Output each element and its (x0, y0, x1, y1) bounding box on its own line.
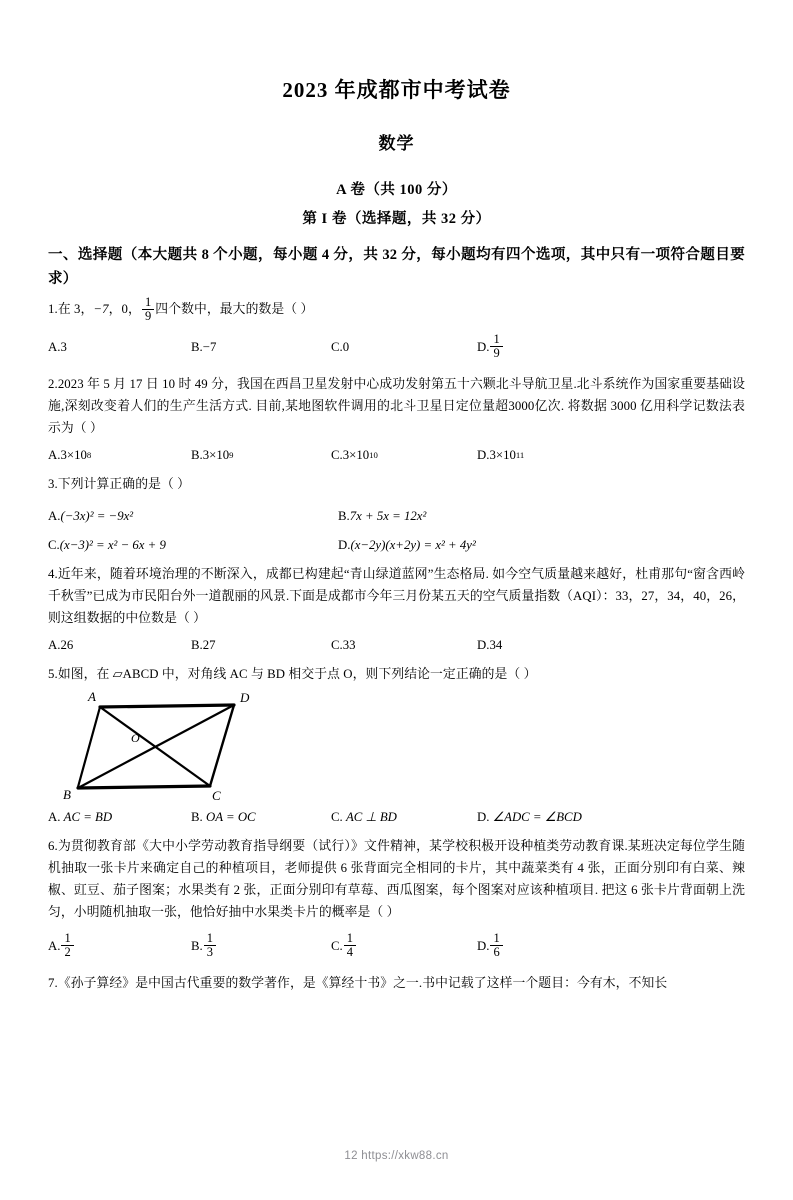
question-2 (48, 373, 745, 439)
option-mantissa: 3×10 (489, 447, 516, 462)
vertex-label-B: B (63, 786, 71, 801)
option-label: C. (331, 637, 343, 652)
question-1-stem-mid: −7 (93, 302, 109, 317)
footer-watermark: 12 https://xkw88.cn (344, 1150, 449, 1162)
option-3-d[interactable] (338, 538, 628, 553)
question-7-stem: 《孙子算经》是中国古代重要的数学著作，是《算经十书》之一.书中记载了这样一个题目：今有木，不知长 (57, 975, 668, 990)
question-2-number: 2. (48, 376, 58, 391)
option-6-b[interactable] (191, 933, 331, 960)
option-6-d[interactable] (477, 933, 504, 960)
option-2-c[interactable]: C. 3×10 10 (331, 447, 378, 462)
option-text: 26 (60, 637, 74, 652)
question-6 (48, 835, 745, 923)
question-3-number: 3. (48, 476, 58, 491)
option-label: D. (477, 637, 490, 652)
option-label: A. (48, 637, 61, 652)
option-5-c[interactable] (331, 810, 477, 825)
exam-page (0, 78, 793, 1200)
option-6-c[interactable] (331, 933, 477, 960)
question-1-number: 1. (48, 302, 58, 317)
option-label: A. (48, 939, 61, 954)
question-4-options (48, 638, 745, 653)
option-label: D. (477, 447, 490, 462)
fraction-denominator: 6 (490, 945, 502, 959)
option-label: D. (477, 939, 490, 954)
option-6-a[interactable] (48, 933, 191, 960)
option-label: D. (477, 809, 490, 824)
option-mantissa: 3×10 (342, 447, 370, 462)
question-5 (48, 663, 745, 685)
option-3-a[interactable] (48, 509, 338, 524)
fraction-numerator: 1 (144, 295, 152, 310)
question-6-options (48, 932, 745, 962)
option-label: A. (48, 447, 61, 462)
option-5-a[interactable] (48, 810, 191, 825)
fraction-denominator: 9 (142, 309, 154, 323)
question-1-fraction (142, 296, 154, 323)
option-label: D. (338, 537, 351, 552)
option-label: A. (48, 809, 61, 824)
parallelogram-diagram (62, 689, 312, 801)
question-2-options (48, 448, 745, 463)
vertex-label-D: D (240, 689, 250, 705)
question-7 (48, 972, 745, 994)
vertex-label-A: A (88, 688, 96, 704)
question-5-number: 5. (48, 666, 58, 681)
option-text: 0 (342, 340, 350, 355)
option-3-b[interactable] (338, 509, 628, 524)
option-5-d[interactable] (477, 810, 582, 825)
option-label: A. (48, 340, 61, 355)
option-expression: AC = BD (63, 809, 113, 824)
question-7-number: 7. (48, 975, 58, 990)
section-heading: 一、选择题（本大题共 8 个小题，每小题 4 分，共 32 分，每小题均有四个选项，其中只有一项符合题目要求） (48, 247, 745, 287)
option-expression: (x−2y)(x+2y) = x² + 4y² (350, 537, 476, 552)
option-label: C. (331, 447, 343, 462)
page-title: 2023 年成都市中考试卷 (282, 78, 511, 102)
option-2-b[interactable]: B. 3×10 9 (191, 447, 234, 462)
option-label: B. (191, 340, 203, 355)
vertex-label-C: C (212, 787, 221, 801)
question-1-options (48, 333, 745, 363)
question-3 (48, 473, 745, 495)
option-4-d[interactable] (477, 638, 502, 653)
option-text: −7 (202, 340, 217, 355)
option-5-b[interactable] (191, 810, 331, 825)
option-1-c[interactable] (331, 340, 477, 355)
option-text: 33 (342, 637, 356, 652)
question-2-stem: 2023 年 5 月 17 日 10 时 49 分，我国在西昌卫星发射中心成功发射第五十六颗北斗导航卫星.北斗系统作为国家重要基础设施,深刻改变着人们的生产生活方式. 目前,某地图软件调用的北斗卫星日定位量超3000亿次. 将数据 3000 亿用科学记数法表示为（ ） (48, 376, 745, 435)
option-label: C. (331, 809, 343, 824)
option-label: B. (191, 637, 203, 652)
option-fraction (344, 932, 356, 959)
question-4-stem: 近年来，随着环境治理的不断深入，成都已构建起“青山绿道蓝网”生态格局. 如今空气质量越来越好，杜甫那句“窗含西岭千秋雪”已成为市民阳台外一道靓丽的风景.下面是成都市今年三月份某五天的空气质量指数（AQI）：33，27，34，40，26，则这组数据的中位数是（ ） (48, 566, 745, 625)
option-4-c[interactable] (331, 638, 477, 653)
option-1-d[interactable] (477, 334, 504, 361)
parallelogram-figure (48, 689, 745, 801)
option-2-d[interactable]: D. 3×10 11 (477, 447, 525, 462)
option-label: A. (48, 508, 61, 523)
option-text: 27 (202, 637, 216, 652)
part-one-label: 第 I 卷（选择题，共 32 分） (302, 211, 491, 228)
fraction-numerator: 1 (206, 931, 213, 946)
option-label: C. (48, 537, 60, 552)
option-fraction (61, 932, 73, 959)
vertex-label-O: O (131, 730, 140, 745)
option-label: B. (338, 508, 350, 523)
option-label: D. (477, 340, 490, 355)
question-4 (48, 563, 745, 629)
option-label: C. (331, 939, 343, 954)
option-4-b[interactable] (191, 638, 331, 653)
question-1 (48, 297, 745, 324)
question-1-stem-after: ，0， (108, 302, 141, 317)
option-text: 34 (489, 637, 503, 652)
option-expression: (−3x)² = −9x² (60, 508, 134, 523)
option-2-a[interactable]: A. 3×10 8 (48, 447, 92, 462)
question-4-number: 4. (48, 566, 58, 581)
option-expression: 7x + 5x = 12x² (349, 508, 427, 523)
part-a-label: A 卷（共 100 分） (336, 182, 457, 199)
fraction-denominator: 9 (490, 346, 502, 360)
question-1-stem-tail: 四个数中，最大的数是（ ） (155, 302, 314, 317)
option-expression: AC ⊥ BD (345, 809, 397, 824)
option-expression: ∠ADC = ∠BCD (492, 809, 582, 824)
option-3-c[interactable] (48, 538, 338, 553)
option-fraction (204, 932, 216, 959)
fraction-denominator: 2 (61, 945, 73, 959)
option-label: B. (191, 809, 203, 824)
question-5-stem: 如图，在 ▱ABCD 中，对角线 AC 与 BD 相交于点 O，则下列结论一定正确的是（ ） (57, 666, 537, 681)
question-3-options-row-2 (48, 538, 745, 553)
question-5-options (48, 810, 745, 825)
question-3-options-row-1 (48, 509, 745, 524)
fraction-numerator: 1 (493, 332, 500, 347)
fraction-denominator: 4 (344, 945, 356, 959)
subject-title: 数学 (378, 134, 415, 154)
option-mantissa: 3×10 (60, 447, 87, 462)
option-label: B. (191, 939, 203, 954)
option-text: 3 (60, 340, 67, 355)
fraction-numerator: 1 (64, 931, 71, 946)
option-4-a[interactable] (48, 638, 191, 653)
option-mantissa: 3×10 (202, 447, 230, 462)
option-1-b[interactable] (191, 340, 331, 355)
question-1-stem-before: 在 3， (57, 302, 94, 317)
option-label: B. (191, 447, 203, 462)
option-1-a[interactable] (48, 340, 191, 355)
option-fraction (490, 333, 502, 360)
question-6-number: 6. (48, 838, 58, 853)
fraction-denominator: 3 (204, 945, 216, 959)
question-6-stem: 为贯彻教育部《大中小学劳动教育指导纲要（试行）》文件精神，某学校积极开设种植类劳动教育课.某班决定每位学生随机抽取一张卡片来确定自己的种植项目，老师提供 6 张背面完全相同的卡片，其中蔬菜类有 4 张，正面分别印有白菜、辣椒、豇豆、茄子图案；水果类有 2 张，正面分别印有草莓、西瓜图案，每个图案对应该种植项目. 把这 6 张卡片背面朝上洗匀，小明随机抽取一张，他恰好抽中水果类卡片的概率是（ ） (48, 838, 745, 919)
option-fraction (490, 932, 502, 959)
question-3-stem: 下列计算正确的是（ ） (57, 476, 191, 491)
option-label: C. (331, 340, 343, 355)
fraction-numerator: 1 (493, 931, 500, 946)
option-expression: (x−3)² = x² − 6x + 9 (59, 537, 166, 552)
option-expression: OA = OC (205, 809, 256, 824)
fraction-numerator: 1 (346, 931, 353, 946)
